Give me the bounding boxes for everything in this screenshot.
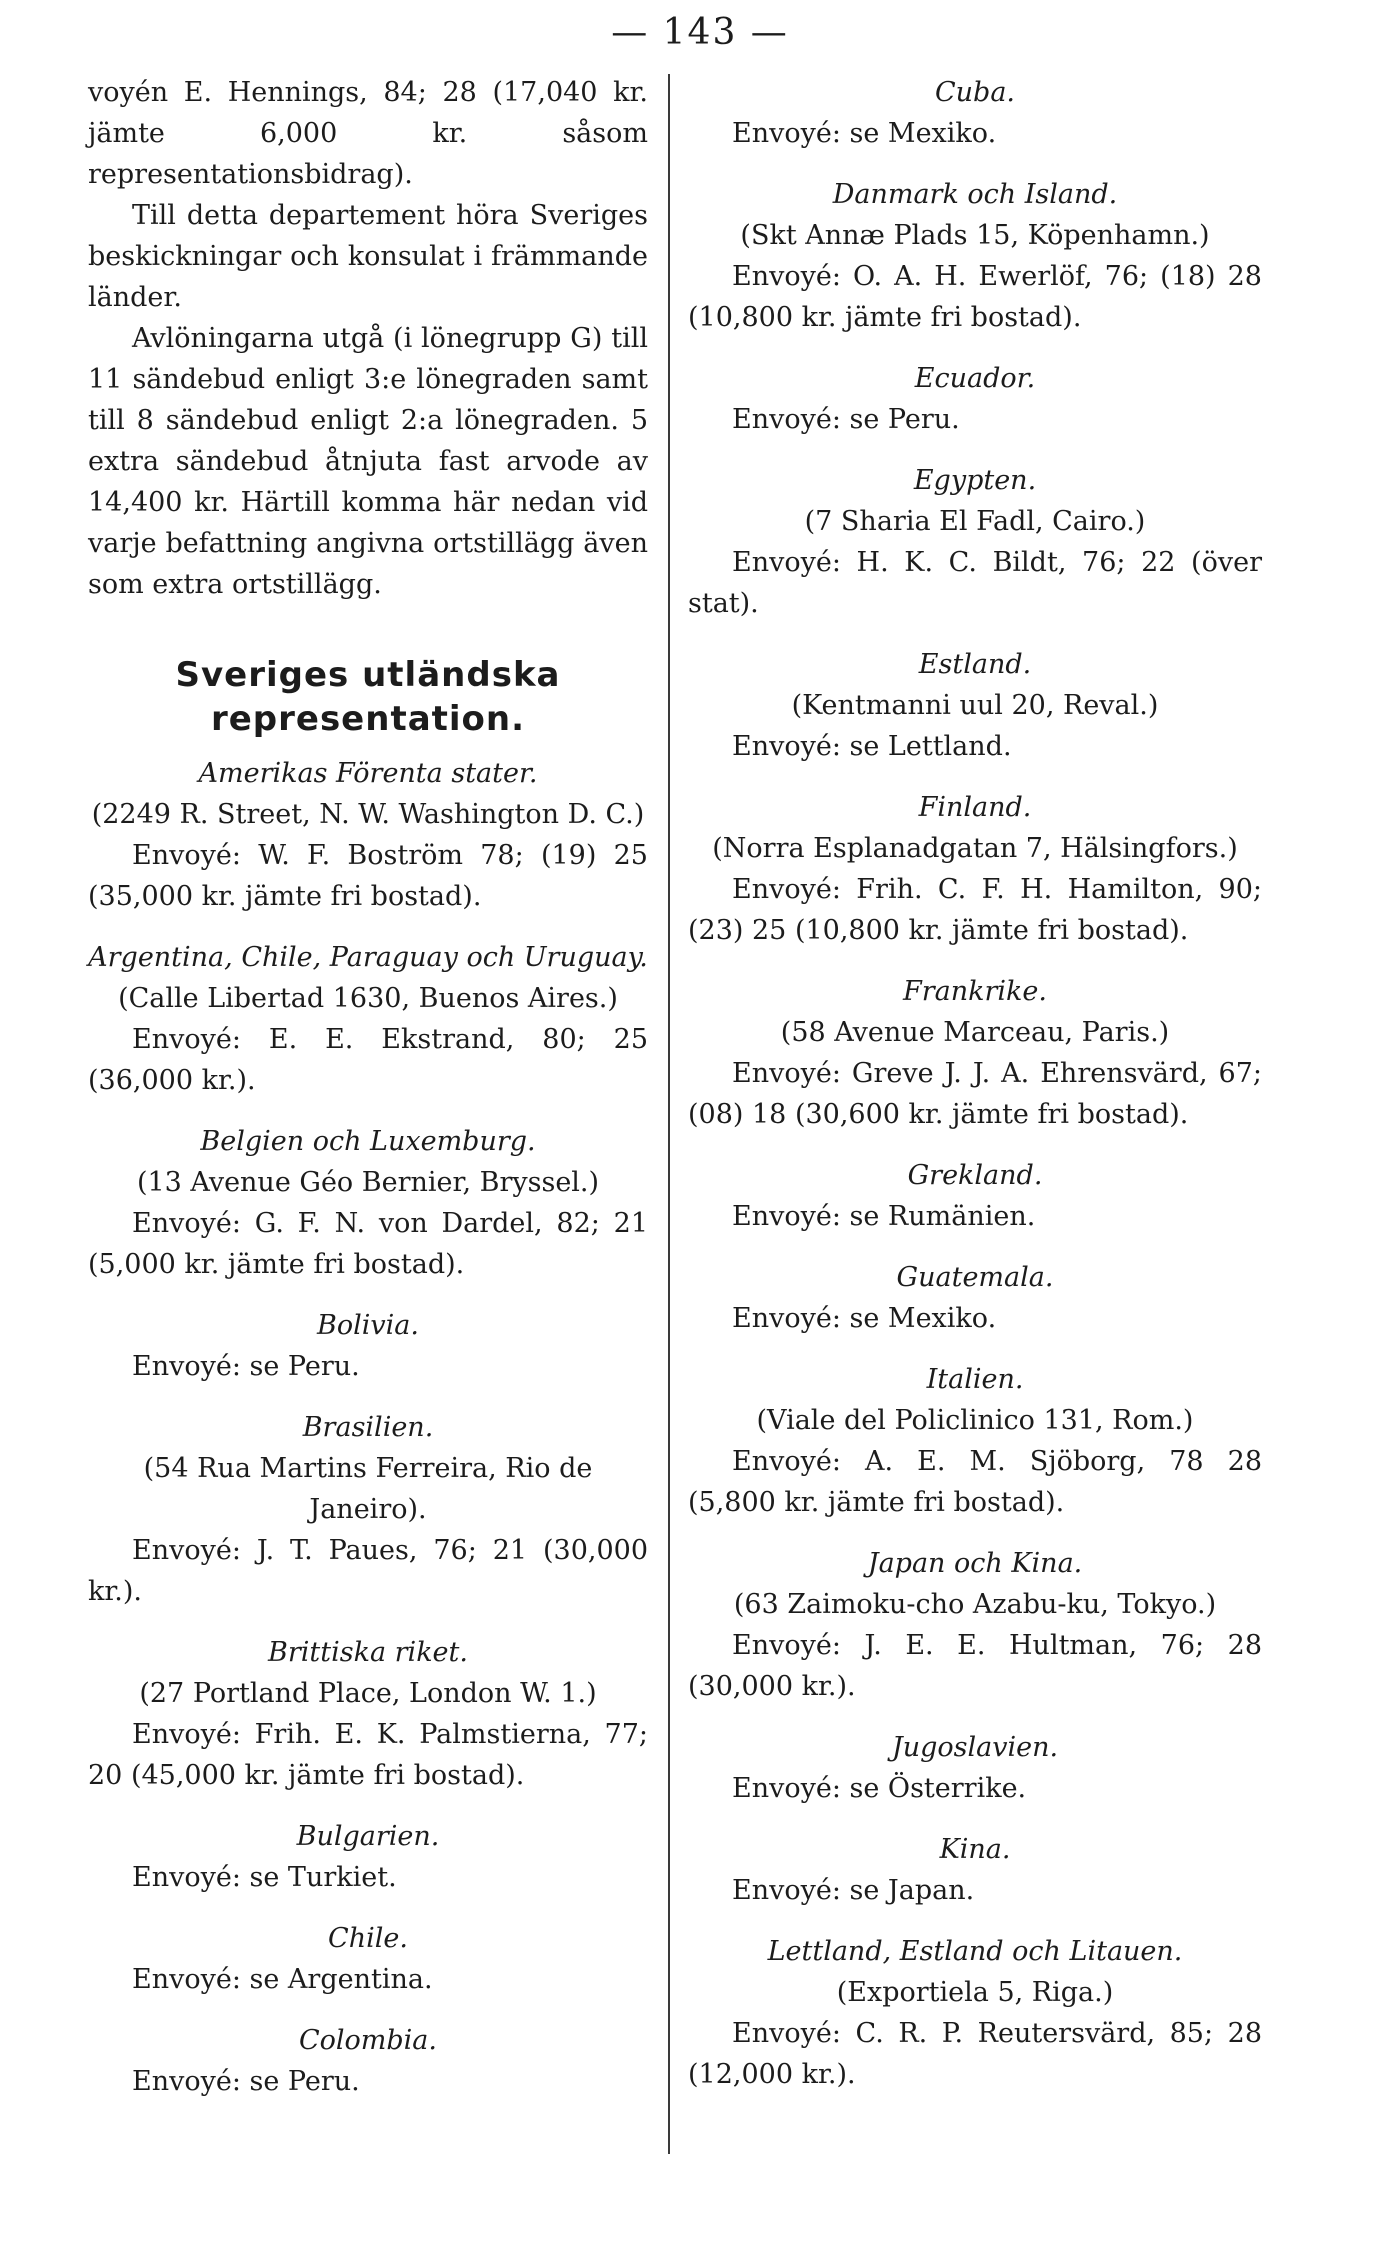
envoy-line: Envoyé: H. K. C. Bildt, 76; 22 (över stat).: [688, 547, 1262, 619]
country-entry: [688, 358, 1262, 440]
page-number: — 143 —: [611, 12, 789, 53]
country-name: Colombia.: [298, 2025, 437, 2056]
country-entry: [88, 1918, 648, 2000]
envoy-line: Envoyé: se Lettland.: [732, 731, 1012, 762]
country-name: Grekland.: [907, 1160, 1043, 1191]
country-entry: [688, 1829, 1262, 1911]
envoy-line: Envoyé: A. E. M. Sjöborg, 78 28 (5,800 kr. jämte fri bostad).: [688, 1446, 1262, 1518]
legation-address: (2249 R. Street, N. W. Washington D. C.): [91, 799, 645, 830]
left-entry-list: [88, 753, 648, 2102]
country-entry: [688, 460, 1262, 624]
envoy-line: Envoyé: se Turkiet.: [132, 1862, 397, 1893]
country-entry: [88, 1632, 648, 1796]
envoy-line: Envoyé: se Peru.: [732, 404, 960, 435]
country-name: Italien.: [926, 1364, 1024, 1395]
legation-address: (Exportiela 5, Riga.): [836, 1977, 1114, 2008]
right-column: [688, 72, 1262, 2115]
intro-paragraph: Avlöningarna utgå (i lönegrupp G) till 11 sändebud enligt 3:e lönegraden samt till 8 sändebud enligt 2:a lönegraden. 5 extra sändebud åtnjuta fast arvode av 14,400 kr. Härtill komma här nedan vid varje befattning angivna ortstillägg även som extra ortstillägg.: [88, 323, 648, 600]
envoy-line: Envoyé: E. E. Ekstrand, 80; 25 (36,000 kr.).: [88, 1024, 648, 1096]
country-entry: [88, 1121, 648, 1285]
envoy-line: Envoyé: se Argentina.: [132, 1964, 433, 1995]
country-name: Amerikas Förenta stater.: [198, 758, 538, 789]
country-entry: [688, 1257, 1262, 1339]
legation-address: (54 Rua Martins Ferreira, Rio de Janeiro).: [143, 1453, 593, 1525]
country-name: Guatemala.: [896, 1262, 1054, 1293]
legation-address: (Kentmanni uul 20, Reval.): [791, 690, 1159, 721]
envoy-line: Envoyé: se Mexiko.: [732, 1303, 997, 1334]
country-name: Danmark och Island.: [832, 179, 1118, 210]
country-entry: [688, 174, 1262, 338]
country-entry: [688, 787, 1262, 951]
right-entry-list: [688, 72, 1262, 2095]
country-name: Frankrike.: [903, 976, 1047, 1007]
envoy-line: Envoyé: G. F. N. von Dardel, 82; 21 (5,000 kr. jämte fri bostad).: [88, 1208, 648, 1280]
country-name: Kina.: [939, 1834, 1011, 1865]
country-name: Argentina, Chile, Paraguay och Uruguay.: [88, 942, 648, 973]
country-name: Egypten.: [913, 465, 1037, 496]
country-entry: [88, 2020, 648, 2102]
legation-address: (58 Avenue Marceau, Paris.): [780, 1017, 1170, 1048]
country-name: Bulgarien.: [296, 1821, 440, 1852]
country-entry: [688, 1359, 1262, 1523]
left-column: [88, 72, 648, 2122]
country-name: Finland.: [918, 792, 1032, 823]
country-name: Lettland, Estland och Litauen.: [767, 1936, 1183, 1967]
country-name: Jugoslavien.: [891, 1732, 1059, 1763]
country-entry: [88, 937, 648, 1101]
legation-address: (27 Portland Place, London W. 1.): [139, 1678, 597, 1709]
envoy-line: Envoyé: se Japan.: [732, 1875, 975, 1906]
intro-paragraph: Till detta departement höra Sveriges beskickningar och konsulat i främmande länder.: [88, 200, 648, 313]
country-entry: [688, 644, 1262, 767]
envoy-line: Envoyé: Greve J. J. A. Ehrensvärd, 67; (08) 18 (30,600 kr. jämte fri bostad).: [688, 1058, 1262, 1130]
envoy-line: Envoyé: J. E. E. Hultman, 76; 28 (30,000 kr.).: [688, 1630, 1262, 1702]
envoy-line: Envoyé: se Rumänien.: [732, 1201, 1036, 1232]
section-heading: Sveriges utländska representation.: [175, 655, 561, 739]
country-name: Bolivia.: [317, 1310, 419, 1341]
envoy-line: Envoyé: W. F. Boström 78; (19) 25 (35,000 kr. jämte fri bostad).: [88, 840, 648, 912]
envoy-line: Envoyé: J. T. Paues, 76; 21 (30,000 kr.).: [88, 1535, 648, 1607]
column-divider: [668, 74, 670, 2154]
envoy-line: Envoyé: se Peru.: [132, 2066, 360, 2097]
country-name: Cuba.: [934, 77, 1015, 108]
country-entry: [88, 753, 648, 917]
intro-paragraph: voyén E. Hennings, 84; 28 (17,040 kr. jämte 6,000 kr. såsom representationsbidrag).: [88, 77, 648, 190]
country-name: Chile.: [328, 1923, 408, 1954]
legation-address: (63 Zaimoku-cho Azabu-ku, Tokyo.): [733, 1589, 1217, 1620]
country-entry: [688, 72, 1262, 154]
envoy-line: Envoyé: Frih. E. K. Palmstierna, 77; 20 (45,000 kr. jämte fri bostad).: [88, 1719, 648, 1791]
country-name: Brittiska riket.: [268, 1637, 468, 1668]
envoy-line: Envoyé: se Mexiko.: [732, 118, 997, 149]
country-name: Brasilien.: [302, 1412, 434, 1443]
country-entry: [688, 1931, 1262, 2095]
legation-address: (Viale del Policlinico 131, Rom.): [756, 1405, 1194, 1436]
country-entry: [88, 1407, 648, 1612]
envoy-line: Envoyé: se Peru.: [132, 1351, 360, 1382]
envoy-line: Envoyé: O. A. H. Ewerlöf, 76; (18) 28 (10,800 kr. jämte fri bostad).: [688, 261, 1262, 333]
country-entry: [88, 1816, 648, 1898]
country-entry: [88, 1305, 648, 1387]
envoy-line: Envoyé: Frih. C. F. H. Hamilton, 90; (23) 25 (10,800 kr. jämte fri bostad).: [688, 874, 1262, 946]
country-entry: [688, 1155, 1262, 1237]
legation-address: (Norra Esplanadgatan 7, Hälsingfors.): [712, 833, 1238, 864]
country-entry: [688, 1727, 1262, 1809]
envoy-line: Envoyé: se Österrike.: [732, 1773, 1027, 1804]
country-name: Japan och Kina.: [867, 1548, 1083, 1579]
legation-address: (Calle Libertad 1630, Buenos Aires.): [118, 983, 618, 1014]
country-name: Ecuador.: [914, 363, 1036, 394]
country-name: Belgien och Luxemburg.: [200, 1126, 536, 1157]
envoy-line: Envoyé: C. R. P. Reutersvärd, 85; 28 (12,000 kr.).: [688, 2018, 1262, 2090]
country-entry: [688, 971, 1262, 1135]
country-name: Estland.: [918, 649, 1032, 680]
country-entry: [688, 1543, 1262, 1707]
legation-address: (Skt Annæ Plads 15, Köpenhamn.): [740, 220, 1210, 251]
legation-address: (13 Avenue Géo Bernier, Bryssel.): [136, 1167, 600, 1198]
legation-address: (7 Sharia El Fadl, Cairo.): [804, 506, 1146, 537]
